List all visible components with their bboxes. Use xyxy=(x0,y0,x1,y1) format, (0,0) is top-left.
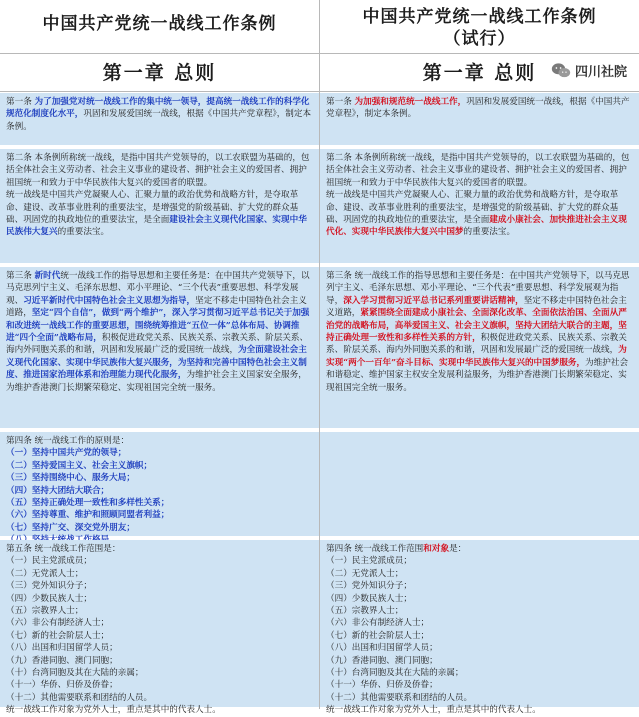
list-item: （三）坚持围绕中心、服务大局； xyxy=(6,473,135,484)
highlight-text: 坚定“四个自信”，做到“两个维护”，深入学习贯彻习近平总书记关于加强和改进统一战线工作的重要思想，围绕统筹推进“五位一体”总体布局、协调推进“四个全面”战略布局， xyxy=(6,308,310,344)
right-title xyxy=(320,0,639,54)
list-item: （五）宗教界人士； xyxy=(6,606,84,617)
list-item: （七）新的社会阶层人士； xyxy=(6,630,110,641)
list-item: （十二）其他需要联系和团结的人员。 xyxy=(6,692,153,703)
article-text: 积极促进政党关系、民族关系、宗教关系、阶层关系、海内外同胞关系的和谐，巩固和发展最广泛的爱国统一战线， xyxy=(326,333,627,356)
article-text: 坚定不移走中国特色社会主义道路， xyxy=(326,295,627,319)
highlight-text: 为加强和规范统一战线工作， xyxy=(354,97,467,107)
list-item: （九）香港同胞、澳门同胞； xyxy=(6,655,118,666)
right-empty-cell xyxy=(320,432,639,538)
article-text: 坚定不移走中国特色社会主义道路， xyxy=(6,295,307,319)
article-text: 巩固和发展爱国统一战线，根据《中国共产党章程》，制定本条例。 xyxy=(326,97,630,120)
article-footer: 统一战线工作对象为党外人士，重点是其中的代表人士。 xyxy=(326,705,541,716)
highlight-text: 新时代 xyxy=(34,271,61,281)
highlight-text: 习近平新时代中国特色社会主义思想为指导， xyxy=(23,295,196,306)
wechat-watermark xyxy=(547,59,631,82)
left-article-1 xyxy=(0,93,319,147)
list-item: （七）坚持广交、深交党外朋友； xyxy=(6,522,135,533)
list-item: （二）无党派人士； xyxy=(6,568,84,579)
list-item: （二）无党派人士； xyxy=(326,568,404,579)
left-title: 中国共产党统一战线工作条例 xyxy=(0,0,319,54)
article-text: 统一战线是中国共产党凝聚人心、汇聚力量的政治优势和战略方针，是夺取革命、建设、改革事业胜利的重要法宝，是增强党的阶级基础、扩大党的群众基础、巩固党的执政地位的重要法宝，是全面 xyxy=(326,190,619,226)
highlight-text: 为实现“两个一百年”奋斗目标、实现中华民族伟大复兴的中国梦服务， xyxy=(326,345,627,368)
left-article-3 xyxy=(0,267,319,430)
list-item: （十一）华侨、归侨及侨眷； xyxy=(326,680,438,691)
article-text: 统一战线工作的指导思想和主要任务是：在中国共产党领导下，以马克思列宁主义、毛泽东思想、邓小平理论、“三个代表”重要思想、科学发展观、 xyxy=(6,271,310,306)
list-item: （六）坚持尊重、维护和照顾同盟者利益； xyxy=(6,510,170,521)
article-prefix: 第一条 xyxy=(6,97,35,107)
right-chapter-heading: 第一章 总则 xyxy=(320,54,639,92)
article-text: 第三条 统一战线工作的指导思想和主要任务是：在中国共产党领导下，以马克思列宁主义、毛泽东思想、邓小平理论、“三个代表”重要思想、科学发展观为指导， xyxy=(326,271,630,306)
list-item: （三）党外知识分子； xyxy=(326,581,412,592)
left-article-4 xyxy=(0,432,319,538)
article-prefix: 第一条 xyxy=(326,97,355,107)
list-item: （五）宗教界人士； xyxy=(326,606,404,617)
list-item: （八）出国和归国留学人员； xyxy=(6,643,118,654)
highlight-text: 为了加强党对统一战线工作的集中统一领导，提高统一战线工作的科学化规范化制度化水平， xyxy=(6,97,310,120)
article-text: 统一战线是中国共产党凝聚人心、汇聚力量的政治优势和战略方针，是夺取革命、建设、改革事业胜利的重要法宝，是增强党的阶级基础、扩大党的群众基础、巩固党的执政地位的重要法宝，是全面 xyxy=(6,190,299,226)
right-article-3 xyxy=(320,267,639,430)
list-item: （四）坚持大团结大联合； xyxy=(6,485,110,496)
article-footer: 统一战线工作对象为党外人士，重点是其中的代表人士。 xyxy=(6,705,221,716)
highlight-text: 深入学习贯彻习近平总书记系列重要讲话精神， xyxy=(343,295,524,306)
left-article-2 xyxy=(0,149,319,265)
left-column xyxy=(0,0,319,716)
article-text: 第二条 本条例所称统一战线，是指中国共产党领导的，以工农联盟为基础的，包括全体社会主义劳动者、社会主义事业的建设者、拥护社会主义的爱国者、拥护祖国统一和致力于中华民族伟大复兴的爱国者的联盟。 xyxy=(326,153,630,188)
list-item: （十）台湾同胞及其在大陆的亲属； xyxy=(326,668,464,679)
article-prefix: 第三条 xyxy=(6,271,35,281)
highlight-text: 建设社会主义现代化国家、实现中华民族伟大复兴 xyxy=(6,215,307,238)
right-title-line-1: 中国共产党统一战线工作条例 xyxy=(362,7,597,27)
right-title-line-2: （试行） xyxy=(443,29,516,49)
left-chapter-heading: 第一章 总则 xyxy=(0,54,319,92)
article-text: 的重要法宝。 xyxy=(463,227,516,238)
list-item: （六）非公有制经济人士； xyxy=(6,618,110,629)
highlight-text: 建成小康社会、加快推进社会主义现代化、实现中华民族伟大复兴中国梦 xyxy=(326,215,627,238)
list-item: （十一）华侨、归侨及侨眷； xyxy=(6,680,118,691)
list-item: （八）出国和归国留学人员； xyxy=(326,643,438,654)
article-text: 的重要法宝。 xyxy=(57,227,110,238)
highlight-text: 和对象 xyxy=(423,544,450,554)
list-item: （二）坚持爱国主义、社会主义旗帜； xyxy=(6,460,153,471)
right-column xyxy=(320,0,639,716)
article-heading: 第四条 统一战线工作的原则是： xyxy=(6,436,130,446)
article-text: 为维护社会和谐稳定、维护国家主权安全发展利益服务，为维护香港澳门长期繁荣稳定、实现祖国完全统一服务。 xyxy=(326,357,629,393)
right-article-1 xyxy=(320,93,639,147)
highlight-text: 为全面建设社会主义现代化国家、实现中华民族伟大复兴服务，为坚持和完善中国特色社会主义制度、推进国家治理体系和治理能力现代化服务， xyxy=(6,345,307,381)
list-item: （四）少数民族人士； xyxy=(326,593,412,604)
left-article-5 xyxy=(0,540,319,716)
article-text: 积极促进政党关系、民族关系、宗教关系、阶层关系、海内外同胞关系的和谐，巩固和发展最广泛的爱国统一战线， xyxy=(6,333,309,356)
list-item: （十）台湾同胞及其在大陆的亲属； xyxy=(6,668,144,679)
article-text: 巩固和发展爱国统一战线，根据《中国共产党章程》，制定本条例。 xyxy=(6,109,312,132)
list-item: （九）香港同胞、澳门同胞； xyxy=(326,655,438,666)
list-item: （三）党外知识分子； xyxy=(6,581,92,592)
list-item: （一）民主党派成员； xyxy=(326,556,412,567)
list-item: （十二）其他需要联系和团结的人员。 xyxy=(326,692,473,703)
list-item: （五）坚持正确处理一致性和多样性关系； xyxy=(6,498,170,509)
list-item: （六）非公有制经济人士； xyxy=(326,618,430,629)
highlight-text: 紧紧围绕全面建成小康社会、全面深化改革、全面依法治国、全面从严治党的战略布局，高举爱国主义、社会主义旗帜，坚持大团结大联合的主题，坚持正确处理一致性和多样性关系的方针， xyxy=(326,308,627,344)
article-text: 为维护社会主义国家安全服务，为维护香港澳门长期繁荣稳定、实现祖国完全统一服务。 xyxy=(6,370,307,393)
article-heading: 第五条 统一战线工作范围是： xyxy=(6,544,121,554)
right-article-2 xyxy=(320,149,639,265)
article-heading: 第四条 统一战线工作范围 xyxy=(326,544,424,554)
right-article-4 xyxy=(320,540,639,716)
article-text: 第二条 本条例所称统一战线，是指中国共产党领导的，以工农联盟为基础的，包括全体社会主义劳动者、社会主义事业的建设者、拥护社会主义的爱国者、拥护祖国统一和致力于中华民族伟大复兴的爱国者的联盟。 xyxy=(6,153,310,188)
list-item: （七）新的社会阶层人士； xyxy=(326,630,430,641)
watermark-account-name: 四川社院 xyxy=(574,65,627,80)
wechat-icon xyxy=(551,62,571,79)
list-item: （一）坚持中国共产党的领导； xyxy=(6,448,127,459)
list-item: （一）民主党派成员； xyxy=(6,556,92,567)
article-heading: 是： xyxy=(449,544,467,554)
list-item: （四）少数民族人士； xyxy=(6,593,92,604)
